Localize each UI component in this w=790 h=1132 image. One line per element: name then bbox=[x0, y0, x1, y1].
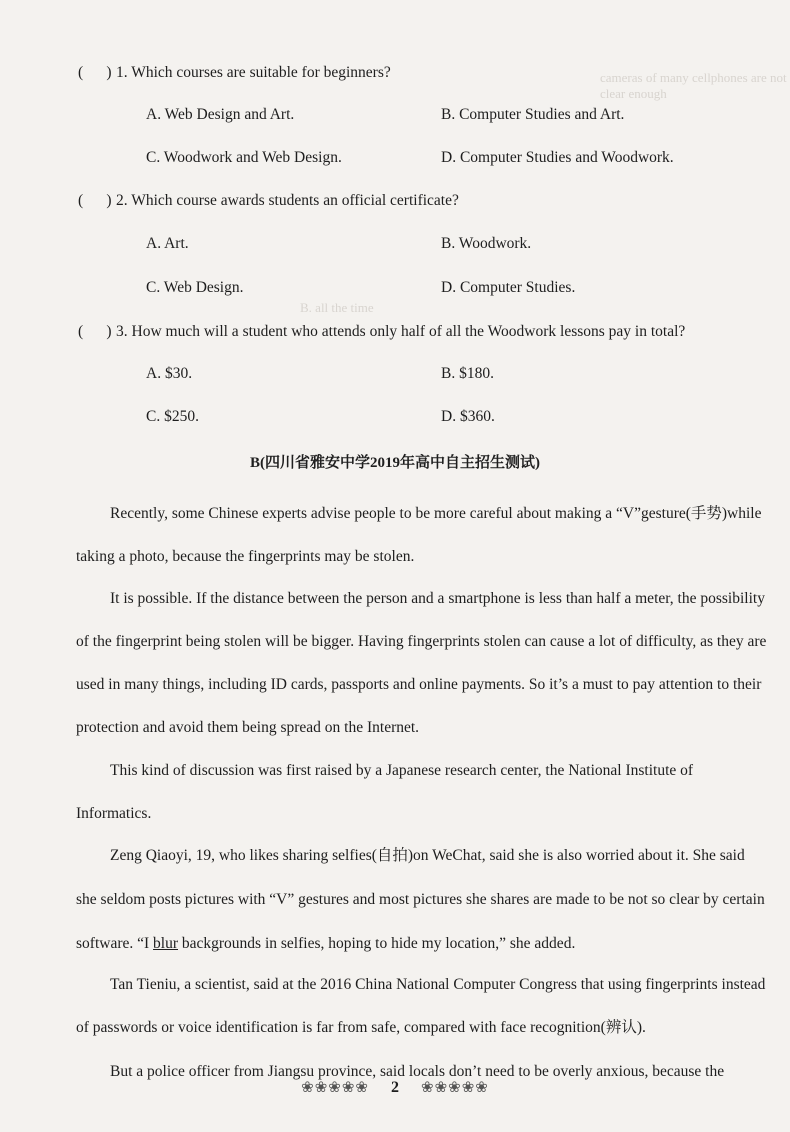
page-footer bbox=[0, 1078, 790, 1097]
flower-ornament-icon: ❀❀❀❀❀ bbox=[301, 1080, 369, 1096]
bleed-through-text: cameras of many cellphones are not clear enough bbox=[600, 70, 787, 101]
option-c: C. Web Design. bbox=[146, 279, 244, 296]
paragraph-5: Tan Tieniu, a scientist, said at the 2016 China National Computer Congress that using fingerprints instead of passwords or voice identification is far from safe, compared with face recognition(辨认). bbox=[76, 976, 766, 1036]
bleed-through-text: B. all the time bbox=[300, 300, 374, 315]
paragraph-4 bbox=[76, 834, 768, 966]
section-title: B(四川省雅安中学2019年高中自主招生测试) bbox=[250, 455, 540, 471]
option-c: C. Woodwork and Web Design. bbox=[146, 149, 342, 166]
option-b: B. Computer Studies and Art. bbox=[441, 106, 625, 123]
question-1 bbox=[78, 64, 391, 82]
question-text: 3. How much will a student who attends only half of all the Woodwork lessons pay in total? bbox=[116, 323, 686, 340]
option-c: C. $250. bbox=[146, 408, 199, 425]
paragraph-4-text: Zeng Qiaoyi, 19, who likes sharing selfies(自拍)on WeChat, said she is also worried about it. She said she seldom posts pictures with “V” gestures and most pictures she shares are made to be not so clear by certain software. “I bbox=[76, 847, 765, 952]
question-text: 2. Which course awards students an official certificate? bbox=[116, 192, 459, 209]
option-a: A. Art. bbox=[146, 235, 189, 252]
answer-blank[interactable]: ( ) bbox=[78, 192, 112, 209]
page-number: 2 bbox=[391, 1079, 399, 1096]
paragraph-6: But a police officer from Jiangsu province, said locals don’t need to be overly anxious, because the bbox=[110, 1063, 725, 1080]
paragraph-2: It is possible. If the distance between the person and a smartphone is less than half a meter, the possibility of the fingerprint being stolen will be bigger. Having fingerprints stolen can cause a lot of difficulty, as they are used in many things, including ID cards, passports and online payments. So it’s a must to pay attention to their protection and avoid them being spread on the Internet. bbox=[76, 590, 767, 736]
option-b: B. Woodwork. bbox=[441, 235, 532, 252]
option-d: D. Computer Studies. bbox=[441, 279, 576, 296]
answer-blank[interactable]: ( ) bbox=[78, 64, 112, 81]
question-3 bbox=[78, 323, 685, 341]
option-a: A. Web Design and Art. bbox=[146, 106, 295, 123]
paragraph-4-text-end: backgrounds in selfies, hoping to hide my location,” she added. bbox=[178, 935, 576, 952]
option-a: A. $30. bbox=[146, 365, 193, 382]
paragraph-1: Recently, some Chinese experts advise people to be more careful about making a “V”gesture(手势)while taking a photo, because the fingerprints may be stolen. bbox=[76, 505, 762, 565]
question-text: 1. Which courses are suitable for beginners? bbox=[116, 64, 391, 81]
answer-blank[interactable]: ( ) bbox=[78, 323, 112, 340]
question-2 bbox=[78, 192, 459, 210]
flower-ornament-icon: ❀❀❀❀❀ bbox=[421, 1080, 489, 1096]
option-d: D. Computer Studies and Woodwork. bbox=[441, 149, 674, 166]
paragraph-3: This kind of discussion was first raised by a Japanese research center, the National Institute of Informatics. bbox=[76, 762, 694, 822]
option-b: B. $180. bbox=[441, 365, 494, 382]
underlined-word: blur bbox=[153, 935, 178, 952]
option-d: D. $360. bbox=[441, 408, 495, 425]
